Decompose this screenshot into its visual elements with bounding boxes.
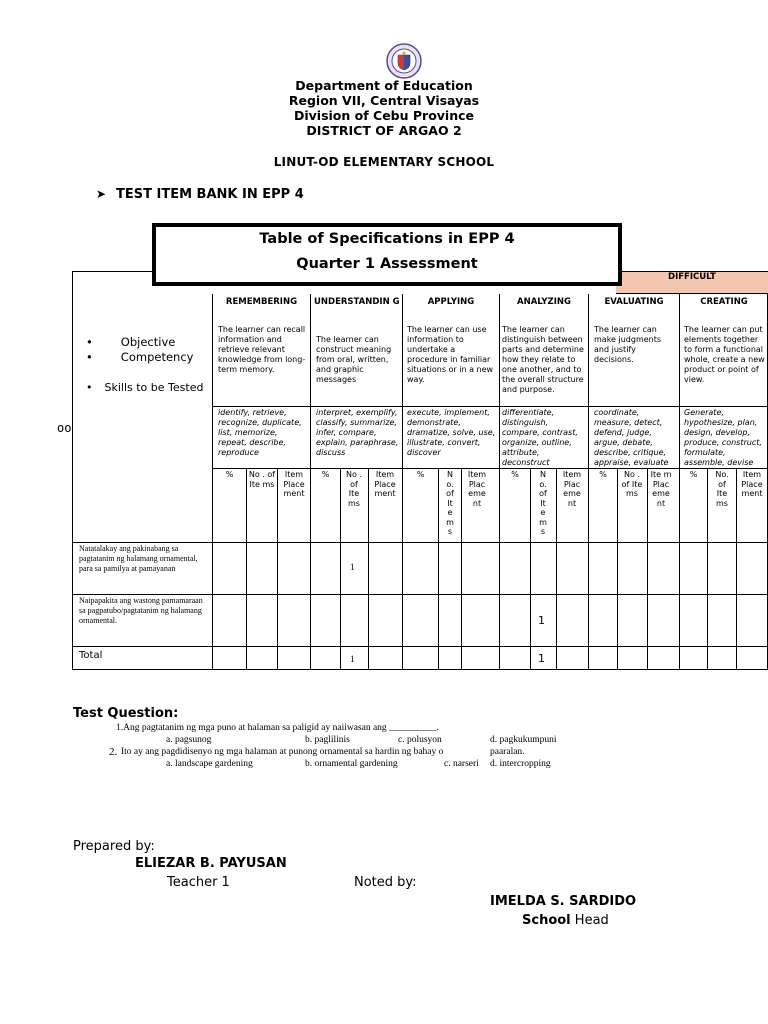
verbs-evaluating: coordinate, measure, detect, defend, judge, argue, debate, describe, critique, appraise, evaluate — [594, 408, 669, 467]
subheader-no-items: No . of Ite ms — [346, 470, 362, 508]
verbs-analyzing: differentiate, distinguish, compare, contrast, organize, outline, attribute, deconstruct — [502, 408, 578, 467]
desc-evaluating: The learner can make judgments and justify decisions. — [594, 325, 662, 364]
total-understanding: 1 — [350, 654, 355, 664]
level-evaluating: EVALUATING — [604, 297, 664, 307]
subheader-percent: % — [511, 470, 519, 479]
desc-applying: The learner can use information to undertake a procedure in familiar situations or in a new way. — [407, 325, 494, 384]
bank-title-text: TEST ITEM BANK IN EPP 4 — [116, 187, 304, 202]
q1-choice-b: b. paglilinis — [305, 735, 350, 745]
grid-line — [617, 468, 618, 670]
subheader-percent: % — [225, 470, 234, 479]
grid-line — [530, 468, 531, 670]
grid-line — [402, 294, 403, 670]
grid-line — [499, 294, 500, 670]
subheader-no-items: No. of Ite ms — [715, 470, 729, 508]
grid-line — [310, 294, 311, 670]
competency-row-1: Natatalakay ang pakinabang sa pagtatanim ng halamang ornamental, para sa pamilya at pamayanan — [79, 544, 198, 573]
preparer-name: ELIEZAR B. PAYUSAN — [135, 856, 287, 871]
subheader-percent: % — [321, 470, 330, 479]
desc-creating: The learner can put elements together to form a functional whole, create a new product or point of view. — [684, 325, 765, 384]
header-line-region: Region VII, Central Visayas — [288, 93, 480, 108]
test-item-bank-title — [96, 187, 304, 202]
objective-labels — [82, 335, 203, 395]
grid-line — [212, 468, 768, 469]
subheader-no-items: N o. of It e m s — [539, 470, 547, 536]
question-2-tail: paaralan. — [490, 747, 525, 757]
row-2-analyzing-items: 1 — [538, 614, 545, 627]
subheader-percent: % — [689, 470, 698, 479]
arrow-bullet-icon: ➤ — [96, 187, 107, 201]
grid-line — [461, 468, 462, 670]
noter-name: IMELDA S. SARDIDO — [490, 894, 637, 909]
level-creating: CREATING — [700, 297, 748, 307]
noted-by-label: Noted by: — [354, 875, 417, 890]
level-understanding: UNDERSTANDIN G — [314, 297, 400, 307]
grid-line — [679, 294, 680, 670]
competency-item: • Competency — [86, 350, 194, 364]
subheader-placement: Ite m Plac eme nt — [650, 470, 672, 508]
question-2-number: 2. — [109, 746, 118, 758]
objective-item: • Objective — [86, 335, 176, 349]
subheader-percent: % — [416, 470, 425, 479]
q1-choice-a: a. pagsunog — [166, 735, 212, 745]
tos-title-box — [152, 223, 622, 286]
question-1: 1.Ang pagtatanim ng mga puno at halaman sa paligid ay naiiwasan ang __________. — [116, 723, 439, 733]
grid-line — [736, 468, 737, 670]
difficult-header: DIFFICULT — [616, 271, 768, 294]
grid-line — [72, 646, 768, 647]
grid-line — [212, 406, 768, 407]
grid-line — [707, 468, 708, 670]
deped-seal — [386, 43, 422, 79]
question-2: Ito ay ang pagdidisenyo ng mga halaman at punong ornamental sa hardin ng bahay o — [121, 747, 444, 757]
stray-text: oo — [57, 421, 72, 435]
row-1-understanding-items: 1 — [350, 562, 355, 572]
desc-remembering: The learner can recall information and retrieve relevant knowledge from long- term memory. — [218, 325, 306, 374]
header-line-division: Division of Cebu Province — [293, 108, 475, 123]
header-line-deped: Department of Education — [295, 78, 473, 93]
q2-choice-a: a. landscape gardening — [166, 759, 253, 769]
subheader-placement: Item Place ment — [374, 470, 396, 498]
tos-title-line2: Quarter 1 Assessment — [296, 256, 478, 272]
prepared-by-label: Prepared by: — [73, 839, 155, 854]
subheader-placement: Item Place ment — [283, 470, 305, 498]
grid-line — [72, 594, 768, 595]
total-label: Total — [79, 650, 103, 661]
grid-line — [588, 294, 589, 670]
grid-line — [556, 468, 557, 670]
verbs-remembering: identify, retrieve, recognize, duplicate, list, memorize, repeat, describe, reproduce — [218, 408, 302, 457]
level-remembering: REMEMBERING — [225, 297, 298, 307]
grid-line — [340, 468, 341, 670]
level-applying: APPLYING — [427, 297, 475, 307]
level-analyzing: ANALYZING — [517, 297, 571, 307]
grid-line — [368, 468, 369, 670]
tos-title-line1: Table of Specifications in EPP 4 — [259, 231, 515, 247]
q2-choice-c: c. narseri — [444, 759, 479, 769]
grid-line — [72, 542, 768, 543]
grid-line — [616, 293, 768, 294]
q1-choice-c: c. polusyon — [398, 735, 442, 745]
header-line-district: DISTRICT OF ARGAO 2 — [306, 123, 462, 138]
grid-line — [246, 468, 247, 670]
desc-analyzing: The learner can distinguish between parts and determine how they relate to one another, and to the overall structure and purpose. — [502, 325, 584, 394]
q1-choice-d: d. pagkukumpuni — [490, 735, 557, 745]
grid-line — [277, 468, 278, 670]
desc-understanding: The learner can construct meaning from oral, written, and graphic messages — [316, 335, 392, 384]
grid-line — [438, 468, 439, 670]
q2-choice-d: d. intercropping — [490, 759, 551, 769]
table-of-specifications — [72, 271, 768, 670]
subheader-no-items: No . of Ite ms — [248, 470, 276, 489]
total-analyzing: 1 — [538, 652, 545, 665]
subheader-placement: Item Plac eme nt — [562, 470, 582, 508]
verbs-applying: execute, implement, demonstrate, dramatize, solve, use, illustrate, convert, discover — [407, 408, 496, 457]
subheader-percent: % — [599, 470, 607, 479]
verbs-creating: Generate, hypothesize, plan, design, develop, produce, construct, formulate, assemble, devise — [684, 408, 762, 467]
skills-item: • Skills to be Tested — [86, 381, 204, 394]
noter-role: School Head — [522, 913, 609, 928]
subheader-placement: Item Place ment — [741, 470, 763, 498]
subheader-no-items: N o. of It e m s — [446, 470, 454, 536]
verbs-understanding: interpret, exemplify, classify, summarize, infer, compare, explain, paraphrase, discuss — [316, 408, 399, 457]
q2-choice-b: b. ornamental gardening — [305, 759, 398, 769]
subheader-no-items: No . of Ite ms — [621, 470, 643, 498]
competency-row-2: Naipapakita ang wastong pamamaraan sa pagpatubo/pagtatanim ng halamang ornamental. — [79, 596, 203, 625]
grid-line — [647, 468, 648, 670]
school-name: LINUT-OD ELEMENTARY SCHOOL — [273, 155, 495, 169]
preparer-role: Teacher 1 — [167, 875, 230, 890]
subheader-placement: Item Plac eme nt — [467, 470, 487, 508]
test-question-heading: Test Question: — [73, 706, 179, 721]
grid-line — [212, 294, 213, 670]
